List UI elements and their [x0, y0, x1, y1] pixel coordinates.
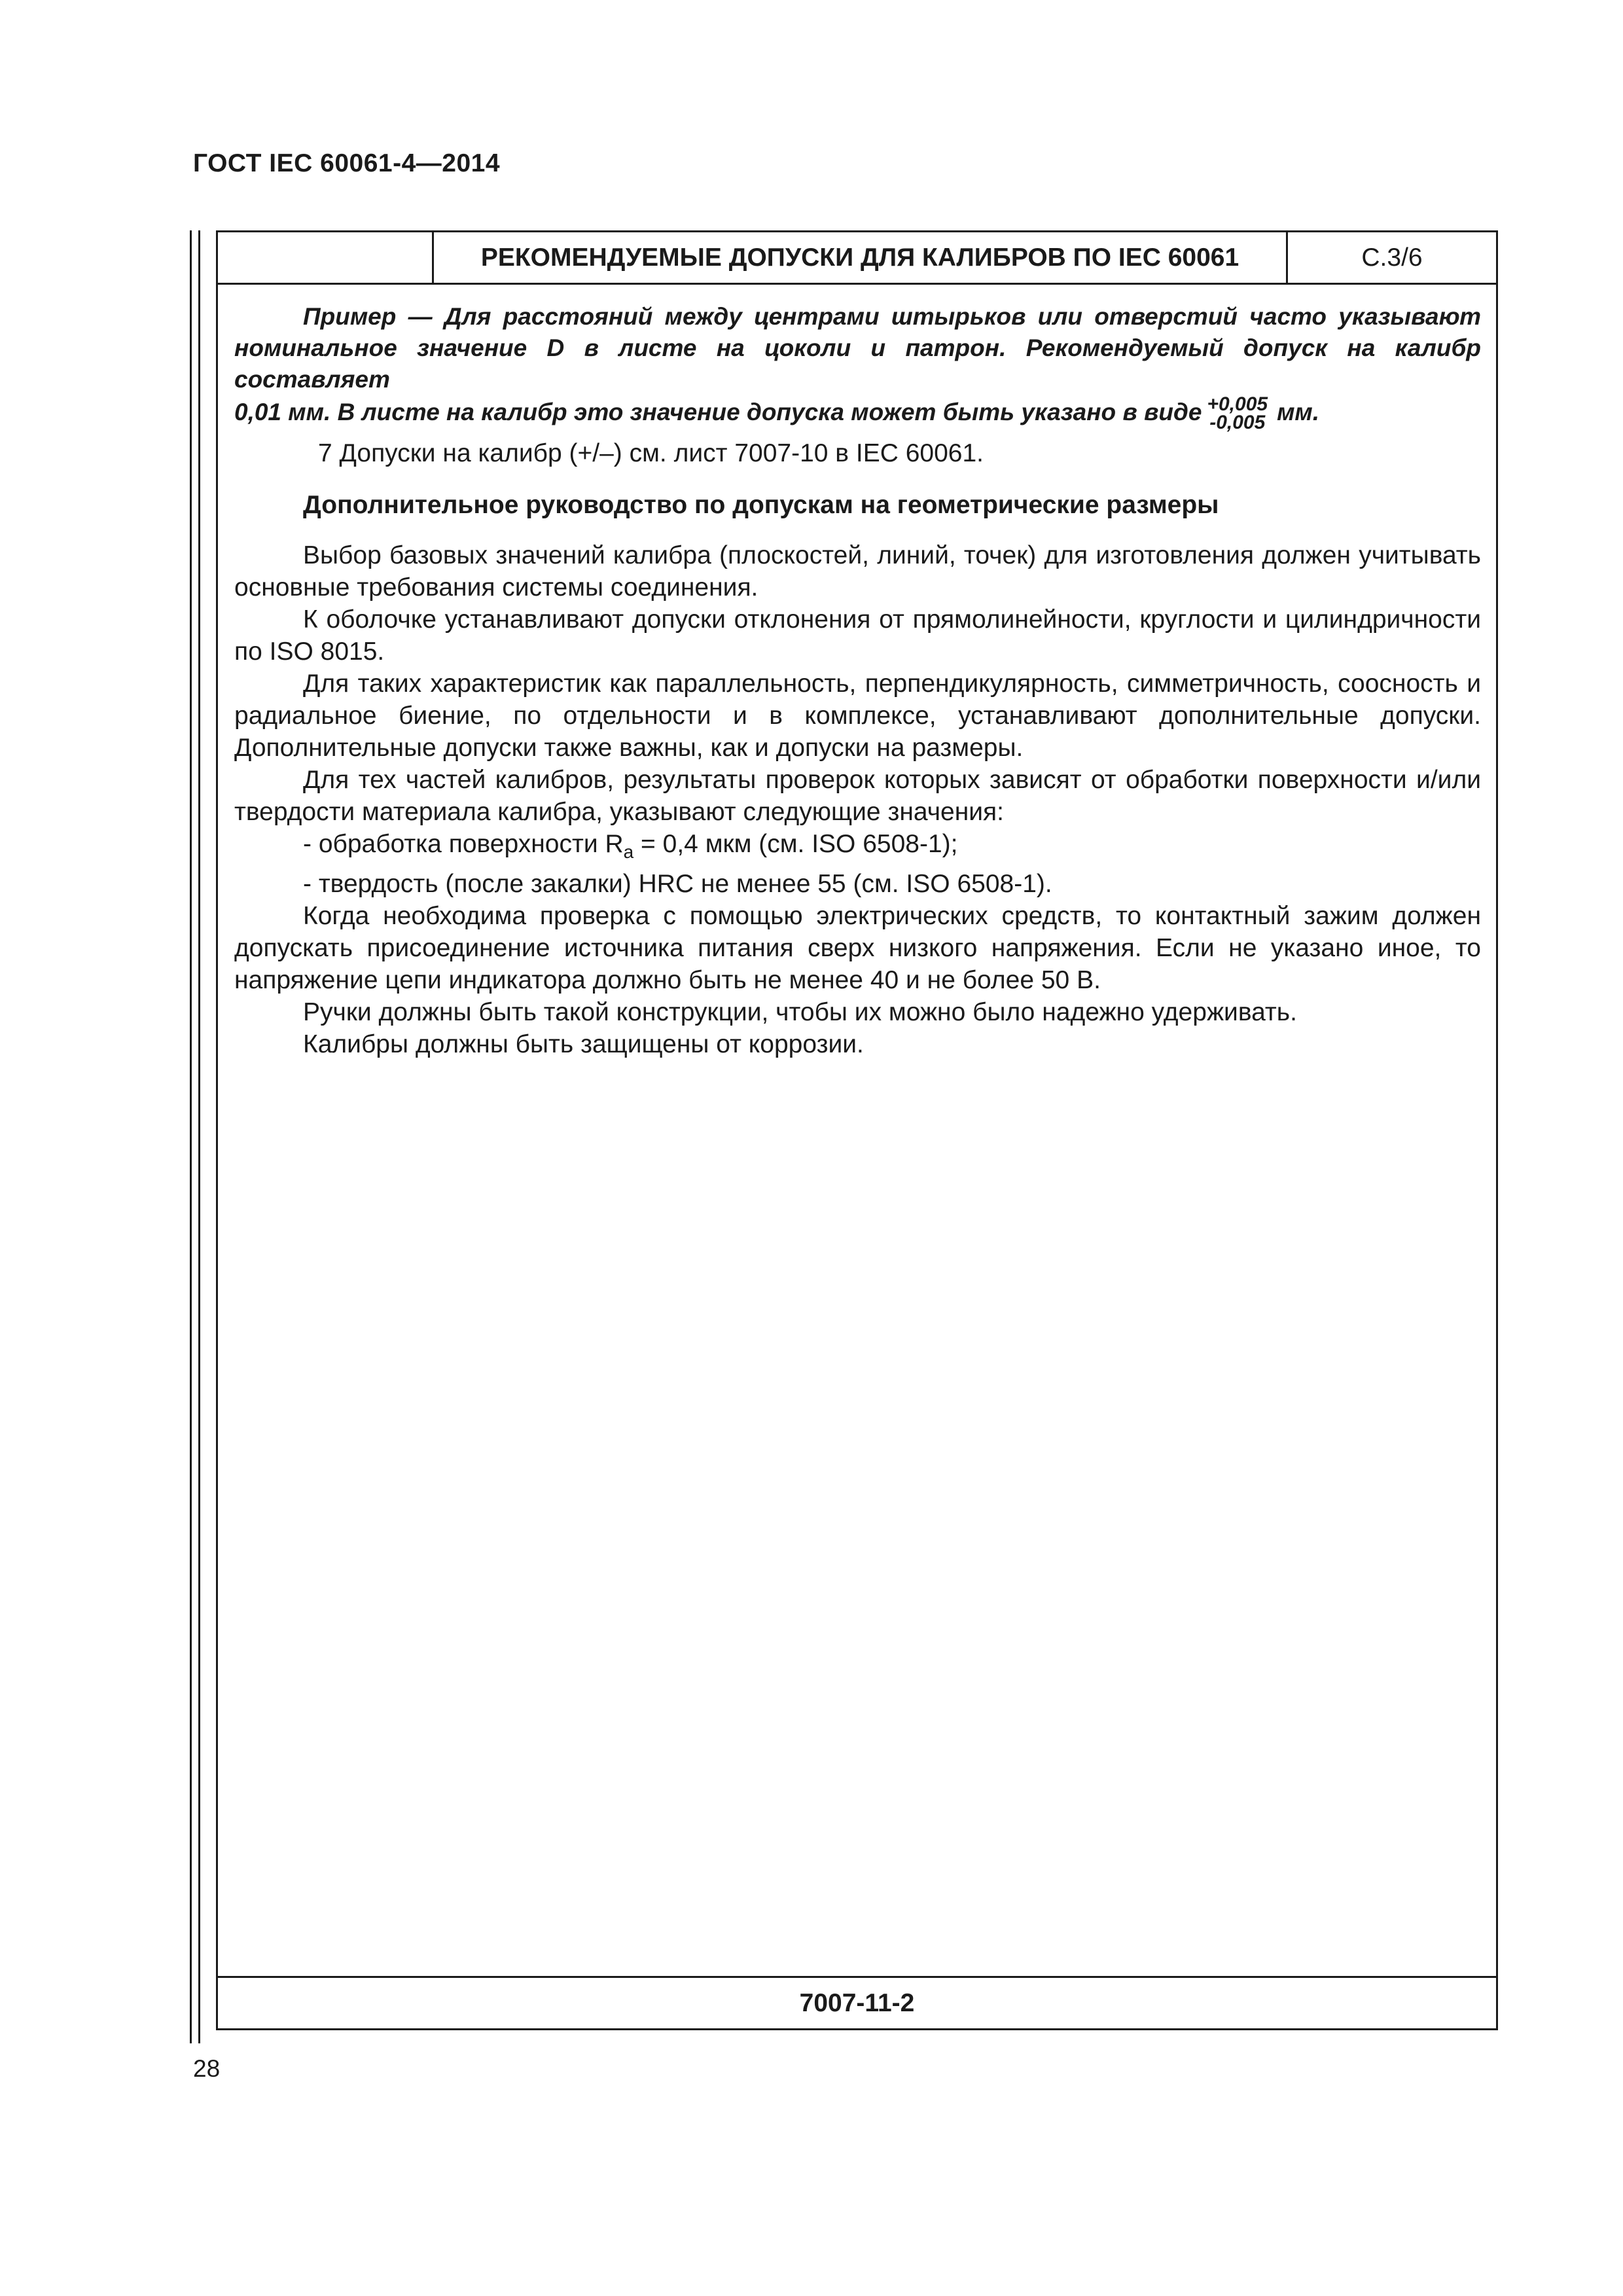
example-text: Пример — Для расстояний между центрами штырьков или отверстий часто указывают номинальное значение D в листе на цоколи и патрон. Рекомендуемый допуск на калибр составляет — [234, 303, 1481, 393]
paragraph: Ручки должны быть такой конструкции, чтобы их можно было надежно удерживать. — [303, 997, 1297, 1026]
paragraph: Калибры должны быть защищены от коррозии. — [303, 1030, 864, 1058]
sheet-frame — [216, 230, 1498, 2030]
paragraph: К оболочке устанавливают допуски отклонения от прямолинейности, круглости и цилиндричности по ISO 8015. — [234, 605, 1481, 666]
example-text-continued — [234, 395, 1481, 432]
sheet-title-row — [218, 232, 1496, 285]
title-empty-cell — [218, 232, 434, 283]
section-subheading: Дополнительное руководство по допускам на геометрические размеры — [303, 491, 1219, 519]
list-item: - твердость (после закалки) HRC не менее 55 (см. ISO 6508-1). — [303, 869, 1052, 898]
tolerance-minus: -0,005 — [1209, 412, 1266, 433]
list-item-text: = 0,4 мкм (см. ISO 6508-1); — [633, 830, 958, 858]
paragraph: Выбор базовых значений калибра (плоскостей, линий, точек) для изготовления должен учитывать основные требования системы соединения. — [234, 541, 1481, 601]
list-item-text: - обработка поверхности R — [303, 830, 624, 858]
paragraph: Для таких характеристик как параллельность, перпендикулярность, симметричность, соосность и радиальное биение, по отдельности и в комплексе, устанавливают дополнительные допуски. Дополнительные допуски также важны, как и допуски на размеры. — [234, 670, 1481, 762]
sheet-reference: С.3/6 — [1361, 243, 1423, 272]
subscript: a — [623, 841, 634, 862]
sheet-title: РЕКОМЕНДУЕМЫЕ ДОПУСКИ ДЛЯ КАЛИБРОВ ПО IEC 60061 — [434, 232, 1288, 283]
tolerance-notation — [1207, 395, 1268, 432]
page-number: 28 — [193, 2055, 221, 2082]
example-text-part: 0,01 мм. В листе на калибр это значение допуска может быть указано в виде — [234, 398, 1202, 425]
list-item — [234, 828, 1481, 868]
binding-line — [198, 230, 200, 2043]
paragraph: Для тех частей калибров, результаты проверок которых зависят от обработки поверхности и/или твердости материала калибра, указывают следующие значения: — [234, 766, 1481, 826]
example-unit: мм. — [1277, 398, 1320, 425]
sheet-footer-code: 7007-11-2 — [218, 1976, 1496, 2028]
note-7: 7 Допуски на калибр (+/–) см. лист 7007-10 в IEC 60061. — [318, 439, 984, 467]
tolerance-plus: +0,005 — [1207, 393, 1268, 415]
sheet-content — [234, 301, 1481, 1060]
paragraph: Когда необходима проверка с помощью электрических средств, то контактный зажим должен допускать присоединение источника питания сверх низкого напряжения. Если не указано иное, то напряжение цепи индикатора должно быть не менее 40 и не более 50 В. — [234, 901, 1481, 994]
binding-line — [190, 230, 192, 2043]
document-header: ГОСТ IEC 60061-4—2014 — [193, 149, 501, 177]
